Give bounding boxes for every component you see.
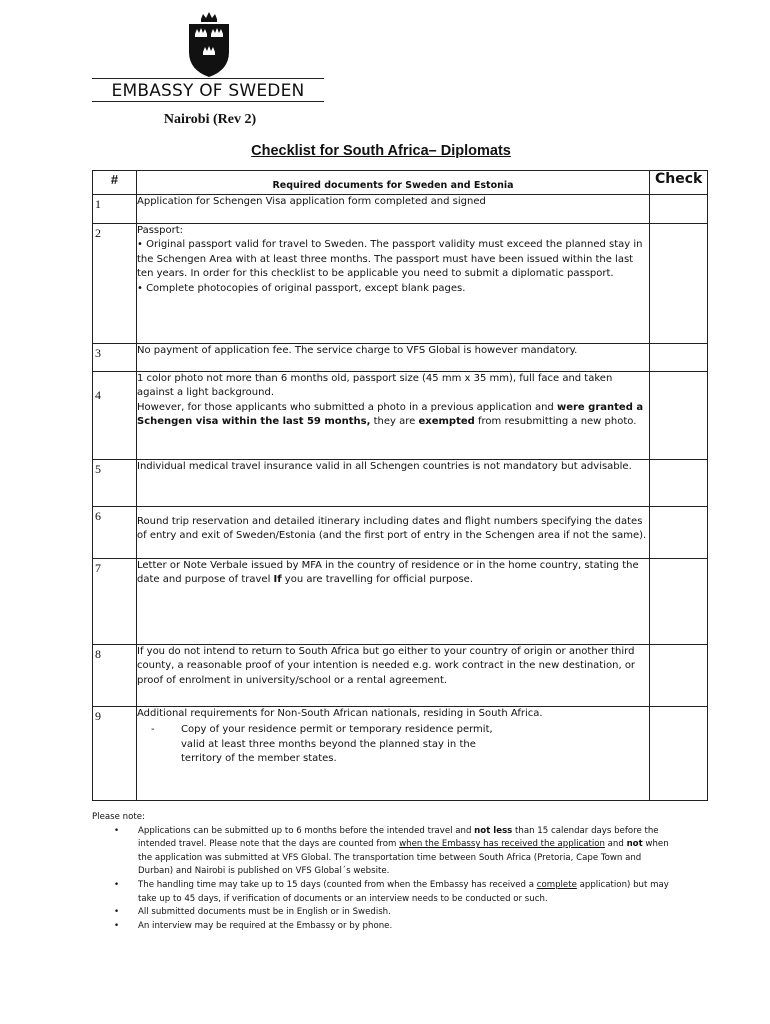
table-row — [93, 459, 708, 506]
row-number: 6 — [93, 506, 137, 558]
row-text-line: Individual medical travel insurance valid in all Schengen countries is not mandatory but advisable. — [137, 460, 632, 472]
text-part-bold: not less — [474, 825, 513, 836]
row-text-line: Round trip reservation and detailed itinerary including dates and flight numbers specifying the dates of entry and exit of Sweden/Estonia (and the first port of entry in the Schengen area if not the same). — [137, 515, 647, 542]
list-item — [92, 920, 672, 934]
check-cell[interactable] — [650, 644, 708, 706]
text-part-underline: complete — [536, 879, 577, 890]
text-part: when the application was submitted at VFS Global. The transportation time between South Africa (Pretoria, Cape Town and Durban) and Nairobi is published on VFS Global´s website. — [138, 839, 669, 877]
text-part-bold: If — [273, 574, 282, 586]
row-text — [137, 223, 650, 343]
list-item — [92, 879, 672, 906]
text-part: they are — [370, 416, 419, 428]
row-number: 4 — [93, 371, 137, 459]
list-item — [92, 825, 672, 879]
table-row — [93, 343, 708, 371]
table-row — [93, 223, 708, 343]
swedish-crest-logo — [186, 12, 232, 78]
text-part: However, for those applicants who submitted a photo in a previous application and — [137, 401, 557, 413]
row-text — [137, 506, 650, 558]
row-number: 7 — [93, 558, 137, 644]
row-text-line — [137, 401, 649, 430]
text-part: All submitted documents must be in English or in Swedish. — [138, 907, 391, 918]
text-part-bold: exempted — [418, 416, 475, 428]
dash-marker: - — [151, 724, 155, 736]
notes-list — [92, 825, 672, 934]
row-text — [137, 194, 650, 223]
header-rule-top — [92, 78, 324, 79]
check-cell[interactable] — [650, 223, 708, 343]
text-part-bold: were granted a Schengen visa within the last 59 months, — [137, 401, 644, 428]
notes-label: Please note: — [92, 812, 145, 822]
check-cell[interactable] — [650, 343, 708, 371]
row-text-line: No payment of application fee. The service charge to VFS Global is however mandatory. — [137, 344, 578, 356]
header-rule-bottom — [92, 101, 324, 102]
text-part: Applications can be submitted up to 6 months before the intended travel and — [138, 825, 475, 836]
row-number: 8 — [93, 644, 137, 706]
text-part: from resubmitting a new photo. — [474, 416, 637, 428]
row-text — [137, 706, 650, 800]
check-cell[interactable] — [650, 371, 708, 459]
text-part: An interview may be required at the Embassy or by phone. — [138, 920, 393, 931]
row-text-line: If you do not intend to return to South Africa but go either to your country of origin or another third county, a reasonable proof of your intention is needed e.g. work contract in the new destination, or proof of enrolment in university/school or a rental agreement. — [137, 645, 636, 686]
text-part: The handling time may take up to 15 days (counted from when the Embassy has received a — [138, 879, 537, 890]
city-revision: Nairobi (Rev 2) — [163, 112, 257, 127]
table-row — [93, 558, 708, 644]
sub-requirement — [151, 723, 649, 767]
embassy-name: EMBASSY OF SWEDEN — [111, 81, 305, 101]
row-text-line: • Complete photocopies of original passport, except blank pages. — [137, 282, 466, 294]
bullet-marker: • — [114, 907, 120, 918]
sub-requirement-text: Copy of your residence permit or temporary residence permit, valid at least three months beyond the planned stay in the territory of the member states. — [181, 724, 493, 765]
check-cell[interactable] — [650, 506, 708, 558]
row-number: 2 — [93, 223, 137, 343]
text-part: Letter or Note Verbale issued by MFA in the country of residence or in the home country, stating the date and purpose of travel — [137, 559, 639, 586]
table-row — [93, 706, 708, 800]
check-cell[interactable] — [650, 459, 708, 506]
table-header-row — [93, 171, 708, 195]
table-row — [93, 506, 708, 558]
row-text — [137, 644, 650, 706]
row-number: 9 — [93, 706, 137, 800]
row-number: 1 — [93, 194, 137, 223]
table-row — [93, 194, 708, 223]
row-text-line: Additional requirements for Non-South African nationals, residing in South Africa. — [137, 707, 543, 719]
row-number: 5 — [93, 459, 137, 506]
row-text — [137, 459, 650, 506]
text-part-bold: not — [626, 839, 643, 850]
check-cell[interactable] — [650, 706, 708, 800]
document-title: Checklist for South Africa– Diplomats — [251, 143, 511, 159]
row-text — [137, 558, 650, 644]
bullet-marker: • — [114, 879, 120, 890]
text-part: you are travelling for official purpose. — [281, 574, 474, 586]
row-text-line: Passport: — [137, 224, 183, 236]
checklist-table — [92, 170, 708, 801]
text-part: and — [604, 839, 627, 850]
text-part: application) but may take up to 45 days, if verification of documents or an interview needs to be conducted or such. — [138, 879, 669, 904]
bullet-marker: • — [114, 920, 120, 931]
row-text — [137, 343, 650, 371]
row-text-line: 1 color photo not more than 6 months old, passport size (45 mm x 35 mm), full face and taken against a light background. — [137, 372, 613, 399]
table-row — [93, 371, 708, 459]
col-number-header: # — [93, 171, 137, 195]
check-cell[interactable] — [650, 558, 708, 644]
row-text-line: Application for Schengen Visa application form completed and signed — [137, 195, 486, 207]
row-text-line: • Original passport valid for travel to Sweden. The passport validity must exceed the planned stay in the Schengen Area with at least three months. The passport must have been issued within the last ten years. In order for this checklist to be applicable you need to submit a diplomatic passport. — [137, 239, 643, 280]
text-part: than 15 calendar days before the intended travel. Please note that the days are counted from — [138, 825, 659, 850]
list-item — [92, 906, 672, 920]
col-required-header: Required documents for Sweden and Estonia — [137, 171, 650, 195]
row-number: 3 — [93, 343, 137, 371]
row-text — [137, 371, 650, 459]
col-check-header: Check — [650, 171, 708, 195]
text-part-underline: when the Embassy has received the application — [399, 839, 605, 850]
bullet-marker: • — [114, 825, 120, 836]
table-row — [93, 644, 708, 706]
notes-section — [92, 811, 672, 933]
row-text-line — [137, 559, 649, 588]
check-cell[interactable] — [650, 194, 708, 223]
